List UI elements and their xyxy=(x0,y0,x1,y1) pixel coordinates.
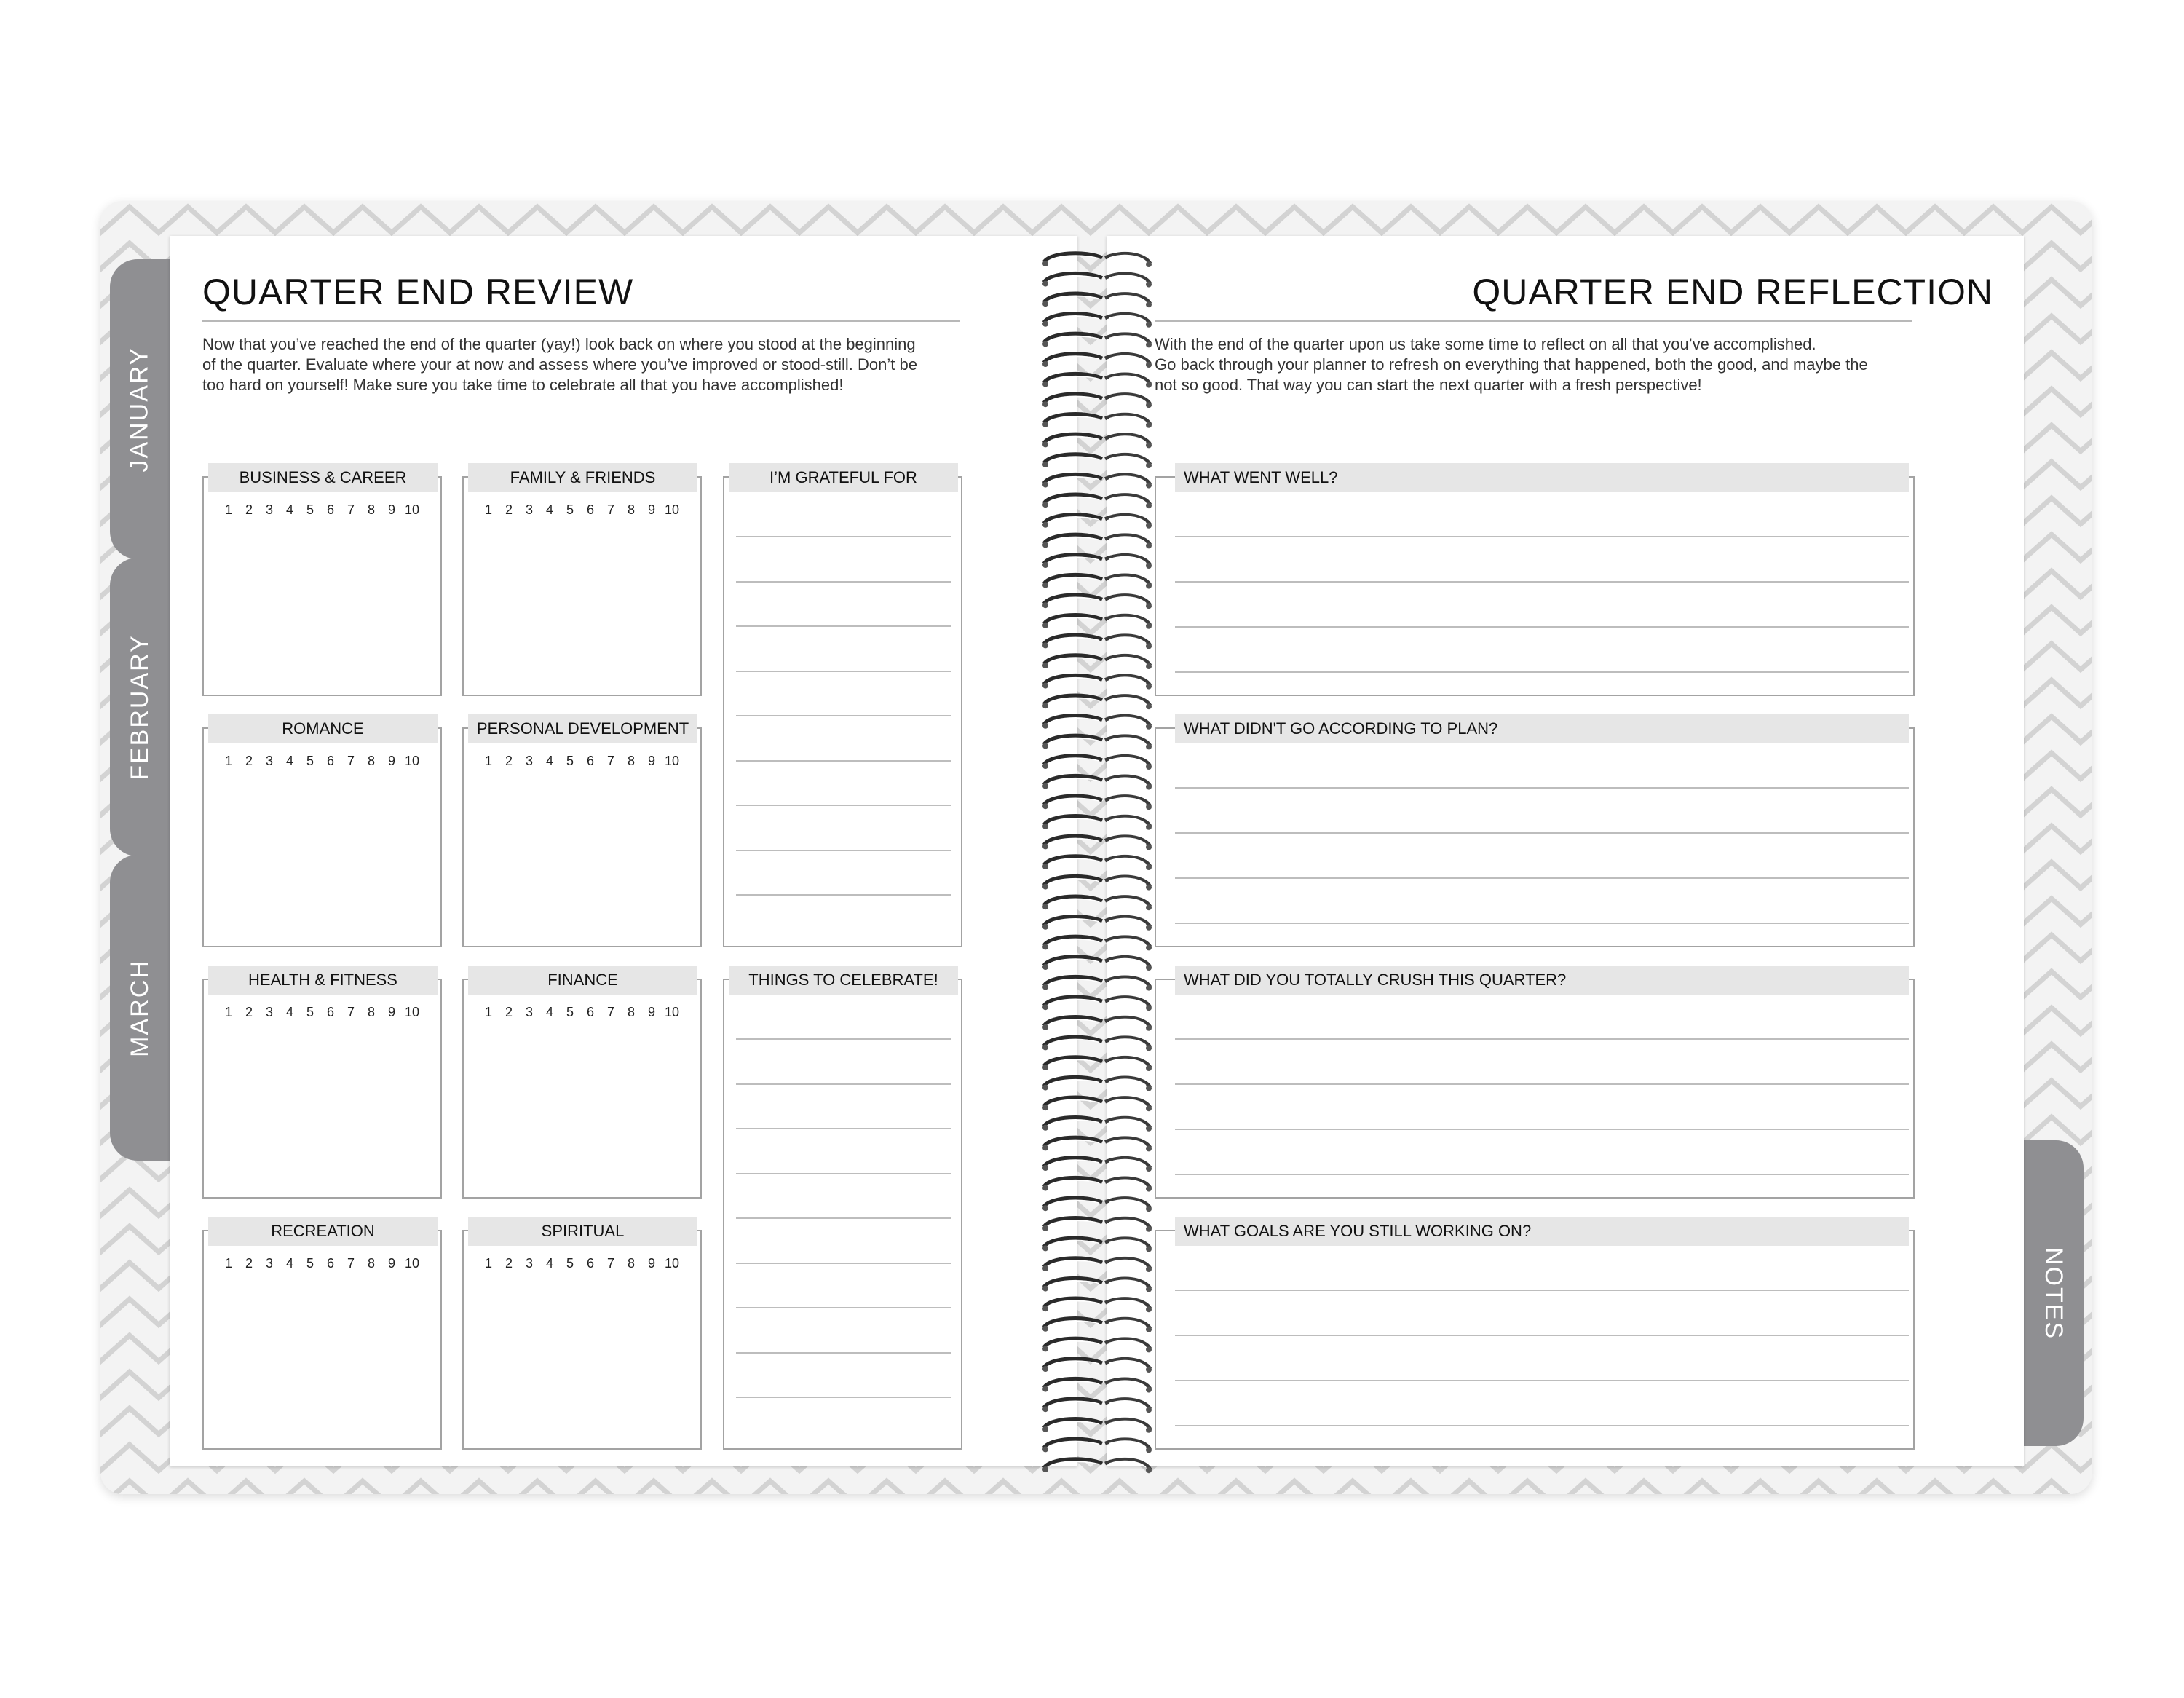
rating-number[interactable]: 4 xyxy=(285,502,293,517)
rating-number[interactable]: 6 xyxy=(586,754,594,768)
spiral-coil xyxy=(1042,735,1152,749)
rating-number[interactable]: 3 xyxy=(525,1256,533,1271)
right-page xyxy=(1107,236,2024,1466)
question-label: WHAT DID YOU TOTALLY CRUSH THIS QUARTER? xyxy=(1175,966,1909,995)
rating-number[interactable]: 9 xyxy=(387,754,395,768)
writing-line[interactable] xyxy=(1175,832,1909,834)
writing-line[interactable] xyxy=(736,715,951,716)
spiral-coil xyxy=(1042,595,1152,609)
rating-scale xyxy=(478,502,682,518)
rating-number[interactable]: 5 xyxy=(566,1005,574,1019)
intro-line: not so good. That way you can start the next quarter with a fresh perspective! xyxy=(1155,376,1702,394)
rating-number[interactable]: 10 xyxy=(404,1005,420,1019)
spiral-coil xyxy=(1042,574,1152,588)
rating-scale xyxy=(218,502,422,518)
question-label: WHAT DIDN'T GO ACCORDING TO PLAN? xyxy=(1175,714,1909,743)
rating-number[interactable]: 7 xyxy=(606,1005,614,1019)
spiral-coil xyxy=(1042,695,1152,709)
spiral-coil xyxy=(1042,816,1152,830)
spiral-coil xyxy=(1042,997,1152,1011)
spiral-coil xyxy=(1042,354,1152,368)
rating-number[interactable]: 10 xyxy=(664,1005,680,1019)
title-rule xyxy=(202,320,960,322)
spiral-coil xyxy=(1042,1158,1152,1172)
rating-number[interactable]: 10 xyxy=(664,754,680,768)
rating-box-label: ROMANCE xyxy=(208,714,438,743)
writing-line[interactable] xyxy=(736,625,951,627)
spiral-binding xyxy=(1035,246,1159,1484)
question-box[interactable] xyxy=(1155,727,1915,947)
rating-number[interactable]: 9 xyxy=(647,1005,655,1019)
rating-number[interactable]: 8 xyxy=(627,754,635,768)
rating-number[interactable]: 3 xyxy=(265,754,273,768)
rating-number[interactable]: 10 xyxy=(664,1256,680,1271)
writing-line[interactable] xyxy=(1175,626,1909,628)
spiral-coil xyxy=(1042,1258,1152,1272)
writing-line[interactable] xyxy=(736,805,951,806)
rating-number[interactable]: 8 xyxy=(367,502,375,517)
writing-line[interactable] xyxy=(1175,923,1909,924)
spiral-coil xyxy=(1042,1298,1152,1312)
intro-line: Go back through your planner to refresh on everything that happened, both the good, and maybe the xyxy=(1155,355,1868,374)
rating-number[interactable]: 1 xyxy=(484,754,492,768)
rating-number[interactable]: 8 xyxy=(627,1005,635,1019)
spiral-coil xyxy=(1042,1338,1152,1352)
tab-label: MARCH xyxy=(125,958,154,1057)
rating-scale xyxy=(218,1005,422,1020)
rating-number[interactable]: 2 xyxy=(505,754,513,768)
rating-number[interactable]: 2 xyxy=(245,1005,253,1019)
rating-scale xyxy=(478,1005,682,1020)
list-box[interactable] xyxy=(723,476,962,947)
tab-march[interactable] xyxy=(110,855,170,1161)
rating-box-label: FINANCE xyxy=(468,966,697,995)
question-label: WHAT WENT WELL? xyxy=(1175,463,1909,492)
question-label: WHAT GOALS ARE YOU STILL WORKING ON? xyxy=(1175,1217,1909,1246)
rating-number[interactable]: 4 xyxy=(285,1256,293,1271)
writing-line[interactable] xyxy=(1175,1174,1909,1175)
spiral-coil xyxy=(1042,856,1152,870)
spiral-coil xyxy=(1042,1399,1152,1413)
rating-number[interactable]: 3 xyxy=(265,1005,273,1019)
writing-line[interactable] xyxy=(736,1038,951,1040)
rating-number[interactable]: 1 xyxy=(224,754,232,768)
rating-number[interactable]: 5 xyxy=(566,502,574,517)
spiral-coil xyxy=(1042,515,1152,529)
rating-number[interactable]: 2 xyxy=(505,1005,513,1019)
writing-line[interactable] xyxy=(736,1263,951,1264)
spiral-coil xyxy=(1042,1238,1152,1252)
spiral-coil xyxy=(1042,273,1152,287)
intro-text xyxy=(1155,334,1941,395)
rating-number[interactable]: 10 xyxy=(404,1256,420,1271)
spiral-coil xyxy=(1042,876,1152,890)
rating-number[interactable]: 9 xyxy=(387,1256,395,1271)
rating-number[interactable]: 4 xyxy=(285,1005,293,1019)
spiral-coil xyxy=(1042,414,1152,428)
rating-number[interactable]: 3 xyxy=(265,1256,273,1271)
spiral-coil xyxy=(1042,253,1152,267)
planner xyxy=(100,201,2092,1494)
spiral-coil xyxy=(1042,655,1152,669)
spiral-coil xyxy=(1042,836,1152,850)
rating-number[interactable]: 5 xyxy=(306,502,314,517)
question-box[interactable] xyxy=(1155,979,1915,1199)
writing-line[interactable] xyxy=(736,1352,951,1354)
rating-number[interactable]: 1 xyxy=(484,1256,492,1271)
writing-line[interactable] xyxy=(736,536,951,537)
writing-line[interactable] xyxy=(736,1173,951,1174)
spiral-coil xyxy=(1042,474,1152,488)
writing-line[interactable] xyxy=(736,1128,951,1129)
page-title: QUARTER END REFLECTION xyxy=(1472,272,1993,312)
rating-number[interactable]: 3 xyxy=(525,1005,533,1019)
spiral-coil xyxy=(1042,957,1152,971)
rating-number[interactable]: 7 xyxy=(347,1256,355,1271)
rating-number[interactable]: 7 xyxy=(606,502,614,517)
rating-scale xyxy=(218,1256,422,1271)
rating-number[interactable]: 5 xyxy=(306,754,314,768)
tab-label: FEBRUARY xyxy=(125,633,154,781)
rating-number[interactable]: 8 xyxy=(367,1256,375,1271)
rating-number[interactable]: 9 xyxy=(647,1256,655,1271)
spiral-coil xyxy=(1042,333,1152,347)
spiral-coil xyxy=(1042,1017,1152,1031)
rating-number[interactable]: 5 xyxy=(566,754,574,768)
rating-number[interactable]: 9 xyxy=(647,502,655,517)
rating-number[interactable]: 9 xyxy=(387,502,395,517)
rating-number[interactable]: 1 xyxy=(224,1256,232,1271)
rating-number[interactable]: 8 xyxy=(367,754,375,768)
spiral-coil xyxy=(1042,976,1152,990)
spiral-coil xyxy=(1042,1097,1152,1111)
writing-line[interactable] xyxy=(736,1083,951,1085)
writing-line[interactable] xyxy=(736,1397,951,1398)
page-title: QUARTER END REVIEW xyxy=(202,272,634,312)
rating-number[interactable]: 1 xyxy=(484,1005,492,1019)
writing-line[interactable] xyxy=(1175,787,1909,789)
rating-number[interactable]: 6 xyxy=(586,1256,594,1271)
rating-box-label: PERSONAL DEVELOPMENT xyxy=(468,714,697,743)
rating-number[interactable]: 8 xyxy=(367,1005,375,1019)
spiral-coil xyxy=(1042,775,1152,789)
spiral-coil xyxy=(1042,716,1152,730)
list-box-label: I’M GRATEFUL FOR xyxy=(729,463,958,492)
writing-line[interactable] xyxy=(1175,671,1909,673)
spiral-coil xyxy=(1042,1057,1152,1071)
tab-label: JANUARY xyxy=(125,346,154,473)
question-box[interactable] xyxy=(1155,1230,1915,1450)
spiral-coil xyxy=(1042,1419,1152,1433)
rating-scale xyxy=(478,754,682,769)
rating-number[interactable]: 5 xyxy=(566,1256,574,1271)
rating-number[interactable]: 2 xyxy=(505,1256,513,1271)
rating-number[interactable]: 8 xyxy=(627,502,635,517)
rating-number[interactable]: 4 xyxy=(285,754,293,768)
rating-number[interactable]: 2 xyxy=(245,502,253,517)
rating-number[interactable]: 6 xyxy=(586,502,594,517)
spiral-coil xyxy=(1042,1198,1152,1212)
intro-line: Now that you’ve reached the end of the quarter (yay!) look back on where you stood at the beginning xyxy=(202,335,916,353)
intro-line: With the end of the quarter upon us take some time to reflect on all that you’ve accomplished. xyxy=(1155,335,1816,353)
rating-number[interactable]: 8 xyxy=(627,1256,635,1271)
spiral-coil xyxy=(1042,1177,1152,1191)
writing-line[interactable] xyxy=(1175,1083,1909,1085)
title-rule xyxy=(1155,320,1912,322)
spiral-coil xyxy=(1042,1359,1152,1373)
spiral-coil xyxy=(1042,534,1152,548)
rating-box-label: BUSINESS & CAREER xyxy=(208,463,438,492)
rating-number[interactable]: 6 xyxy=(326,1005,334,1019)
rating-number[interactable]: 5 xyxy=(306,1256,314,1271)
spiral-coil xyxy=(1042,917,1152,931)
rating-number[interactable]: 4 xyxy=(545,502,553,517)
spiral-coil xyxy=(1042,374,1152,387)
rating-number[interactable]: 1 xyxy=(224,1005,232,1019)
writing-line[interactable] xyxy=(1175,581,1909,583)
rating-number[interactable]: 6 xyxy=(326,502,334,517)
list-box-label: THINGS TO CELEBRATE! xyxy=(729,966,958,995)
rating-number[interactable]: 9 xyxy=(647,754,655,768)
rating-number[interactable]: 10 xyxy=(404,502,420,517)
writing-line[interactable] xyxy=(1175,1425,1909,1426)
writing-line[interactable] xyxy=(736,671,951,672)
rating-box-label: FAMILY & FRIENDS xyxy=(468,463,697,492)
rating-number[interactable]: 4 xyxy=(545,1256,553,1271)
rating-number[interactable]: 5 xyxy=(306,1005,314,1019)
rating-number[interactable]: 4 xyxy=(545,754,553,768)
rating-number[interactable]: 2 xyxy=(505,502,513,517)
rating-number[interactable]: 10 xyxy=(664,502,680,517)
rating-number[interactable]: 7 xyxy=(347,754,355,768)
spiral-coil xyxy=(1042,1077,1152,1091)
spiral-coil xyxy=(1042,1218,1152,1232)
writing-line[interactable] xyxy=(1175,1129,1909,1130)
spiral-coil xyxy=(1042,1137,1152,1151)
spiral-coil xyxy=(1042,434,1152,448)
writing-line[interactable] xyxy=(1175,1380,1909,1381)
rating-number[interactable]: 7 xyxy=(347,1005,355,1019)
tab-notes[interactable] xyxy=(2024,1140,2084,1446)
list-box[interactable] xyxy=(723,979,962,1450)
spiral-coil xyxy=(1042,615,1152,629)
spiral-coil xyxy=(1042,454,1152,468)
spiral-coil xyxy=(1042,1278,1152,1292)
rating-number[interactable]: 2 xyxy=(245,754,253,768)
writing-line[interactable] xyxy=(1175,1290,1909,1291)
spiral-coil xyxy=(1042,1459,1152,1473)
intro-line: of the quarter. Evaluate where your at now and assess where you’ve improved or stood-still. Don’t be xyxy=(202,355,917,374)
rating-number[interactable]: 4 xyxy=(545,1005,553,1019)
tab-label: NOTES xyxy=(2040,1247,2068,1340)
writing-line[interactable] xyxy=(1175,1335,1909,1336)
rating-number[interactable]: 6 xyxy=(586,1005,594,1019)
writing-line[interactable] xyxy=(736,1307,951,1308)
spiral-coil xyxy=(1042,1439,1152,1453)
rating-number[interactable]: 2 xyxy=(245,1256,253,1271)
rating-number[interactable]: 9 xyxy=(387,1005,395,1019)
spiral-coil xyxy=(1042,756,1152,770)
spiral-coil xyxy=(1042,896,1152,910)
rating-number[interactable]: 3 xyxy=(525,502,533,517)
rating-number[interactable]: 3 xyxy=(525,754,533,768)
writing-line[interactable] xyxy=(736,581,951,583)
intro-line: too hard on yourself! Make sure you take time to celebrate all that you have accomplished! xyxy=(202,376,844,394)
spiral-coil xyxy=(1042,394,1152,408)
rating-number[interactable]: 7 xyxy=(347,502,355,517)
question-box[interactable] xyxy=(1155,476,1915,696)
rating-number[interactable]: 1 xyxy=(484,502,492,517)
writing-line[interactable] xyxy=(1175,1038,1909,1040)
left-page xyxy=(170,236,1077,1466)
rating-scale xyxy=(218,754,422,769)
spiral-coil xyxy=(1042,1037,1152,1051)
rating-number[interactable]: 6 xyxy=(326,1256,334,1271)
rating-scale xyxy=(478,1256,682,1271)
spiral-coil xyxy=(1042,1118,1152,1132)
rating-number[interactable]: 10 xyxy=(404,754,420,768)
writing-line[interactable] xyxy=(736,894,951,896)
rating-number[interactable]: 7 xyxy=(606,1256,614,1271)
spiral-coil xyxy=(1042,314,1152,328)
intro-text xyxy=(202,334,974,395)
tab-february[interactable] xyxy=(110,558,170,856)
rating-number[interactable]: 7 xyxy=(606,754,614,768)
writing-line[interactable] xyxy=(1175,877,1909,879)
writing-line[interactable] xyxy=(736,850,951,851)
tab-january[interactable] xyxy=(110,259,170,559)
spiral-coil xyxy=(1042,494,1152,508)
spiral-coil xyxy=(1042,635,1152,649)
writing-line[interactable] xyxy=(736,1217,951,1219)
spiral-coil xyxy=(1042,936,1152,950)
writing-line[interactable] xyxy=(1175,536,1909,537)
writing-line[interactable] xyxy=(736,760,951,762)
spiral-coil xyxy=(1042,796,1152,810)
rating-number[interactable]: 3 xyxy=(265,502,273,517)
rating-number[interactable]: 1 xyxy=(224,502,232,517)
rating-box-label: HEALTH & FITNESS xyxy=(208,966,438,995)
spiral-coil xyxy=(1042,1319,1152,1332)
spiral-coil xyxy=(1042,1378,1152,1392)
spiral-coil xyxy=(1042,293,1152,307)
spiral-coil xyxy=(1042,675,1152,689)
rating-box-label: SPIRITUAL xyxy=(468,1217,697,1246)
rating-box-label: RECREATION xyxy=(208,1217,438,1246)
spiral-coil xyxy=(1042,555,1152,569)
rating-number[interactable]: 6 xyxy=(326,754,334,768)
